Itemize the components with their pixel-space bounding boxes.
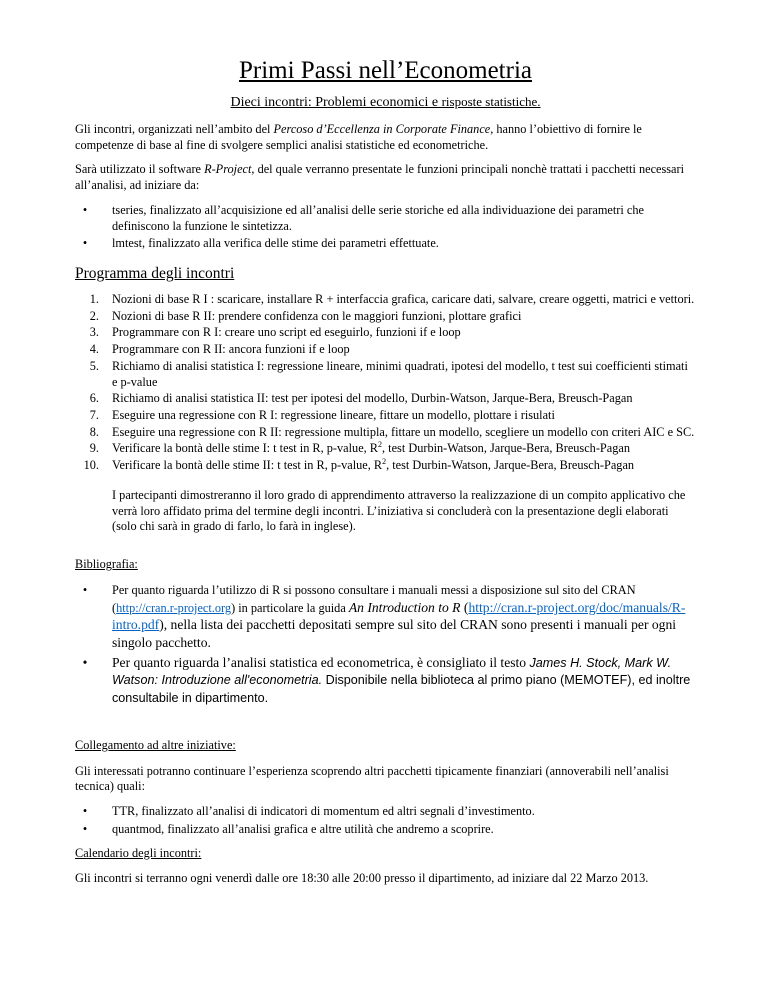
item-text: Verificare la bontà delle stime I: t test in R, p-value, R xyxy=(112,441,379,456)
item-text: Nozioni di base R I : scaricare, installare R + interfaccia grafica, caricare dati, salvare, creare oggetti, matrici e vettori. xyxy=(112,291,695,306)
item-number: 5. xyxy=(89,358,99,373)
bib2-text-b: Disponibile nella biblioteca al primo piano (MEMOTEF), ed inoltre consultabile in dipartimento. xyxy=(112,673,691,705)
program-heading: Programma degli incontri xyxy=(75,265,235,283)
list-item xyxy=(89,358,696,390)
document-subtitle xyxy=(75,94,696,112)
list-item xyxy=(89,408,696,424)
item-text: Richiamo di analisi statistica I: regressione lineare, minimi quadrati, ipotesi del modello, t test sui coefficienti stimati e p-value xyxy=(112,358,688,389)
item-text: Eseguire una regressione con R II: regressione multipla, fittare un modello, scegliere un modello con criteri AIC e SC. xyxy=(112,424,695,439)
bibliography-heading: Bibliografia: xyxy=(75,557,138,572)
item-text: Programmare con R II: ancora funzioni if e loop xyxy=(112,342,350,357)
subtitle-main: Dieci incontri: Problemi economici e xyxy=(230,95,442,110)
intro-paragraph-2 xyxy=(75,162,696,193)
intro-p1-text-b: , hanno l’obiettivo di fornire le competenze di base al fine di svolgere semplici analisi statistiche ed econometriche. xyxy=(75,121,642,152)
superscript: 2 xyxy=(382,457,387,467)
list-item xyxy=(83,457,696,474)
bib2-emphasis: James H. Stock, Mark W. Watson: Introduzione all'econometria. xyxy=(112,655,672,688)
bib2-text-a: Per quanto riguarda l’analisi statistica ed econometrica, è consigliato il testo xyxy=(112,654,530,670)
program-closing-paragraph: I partecipanti dimostreranno il loro grado di apprendimento attraverso la realizzazione di un compito applicativo che verrà loro affidato prima del termine degli incontri. L’iniziativa si concluderà con la presentazione degli elaborati (solo chi sarà in grado di farlo, lo farà in inglese). xyxy=(112,487,686,534)
item-text: Nozioni di base R II: prendere confidenza con le maggiori funzioni, plottare grafici xyxy=(112,308,522,323)
item-number: 1. xyxy=(89,291,99,306)
item-number: 2. xyxy=(89,308,99,323)
subtitle-small: risposte statistiche. xyxy=(441,94,541,109)
item-text: Richiamo di analisi statistica II: test per ipotesi del modello, Durbin-Watson, Jarque-Bera, Breusch-Pagan xyxy=(112,391,633,406)
list-item xyxy=(89,308,696,325)
item-number: 9. xyxy=(89,441,99,456)
packages-list xyxy=(75,203,696,252)
item-text: Verificare la bontà delle stime II: t test in R, p-value, R xyxy=(112,458,383,473)
list-item xyxy=(112,583,696,652)
list-item xyxy=(89,325,696,341)
links-paragraph: Gli interessati potranno continuare l’esperienza scoprendo altri pacchetti tipicamente finanziari (annoverabili nell’analisi tecnica) quali: xyxy=(75,763,669,794)
list-item xyxy=(89,424,696,441)
calendar-paragraph: Gli incontri si terranno ogni venerdì dalle ore 18:30 alle 20:00 presso il dipartimento, ad iniziare dal 22 Marzo 2013. xyxy=(75,871,649,886)
intro-p1-emphasis: Percoso d’Eccellenza in Corporate Finance xyxy=(273,121,491,136)
cran-link[interactable]: http://cran.r-project.org xyxy=(116,600,232,615)
calendar-heading: Calendario degli incontri: xyxy=(75,845,202,860)
bib1-text-c: ( xyxy=(460,599,469,615)
list-item: • tseries, finalizzato all’acquisizione ed all’analisi delle serie storiche ed alla individuazione dei parametri che definiscono la funzione le sintetizza. xyxy=(112,203,696,234)
bibliography-list xyxy=(75,583,696,706)
list-item xyxy=(89,391,696,407)
list-item: • TTR, finalizzato all’analisi di indicatori di momentum ed altri segnali d’investimento. xyxy=(112,804,696,820)
item-number: 7. xyxy=(89,408,99,423)
intro-p2-text-b: del quale verranno presentate le funzioni principali nonchè trattati i pacchetti necessari all’analisi, ad iniziare da: xyxy=(75,162,685,193)
item-text: , test Durbin-Watson, Jarque-Bera, Breusch-Pagan xyxy=(386,458,635,473)
bib1-emphasis: An Introduction to R xyxy=(348,599,461,615)
item-text: Eseguire una regressione con R I: regressione lineare, fittare un modello, plottare i risulati xyxy=(112,408,555,423)
bib1-text-b: ) in particolare la guida xyxy=(231,600,349,615)
list-item xyxy=(89,342,696,358)
item-number: 3. xyxy=(89,325,99,340)
bib1-text-a: Per quanto riguarda l’utilizzo di R si possono consultare i manuali messi a disposizione sul sito del CRAN ( xyxy=(112,582,636,615)
list-item xyxy=(112,654,696,706)
intro-p1-text-a: Gli incontri, organizzati nell’ambito del xyxy=(75,121,274,136)
item-text: , test Durbin-Watson, Jarque-Bera, Breusch-Pagan xyxy=(382,441,630,456)
list-item xyxy=(89,440,696,457)
bib1-text-d: ), nella lista dei pacchetti depositati sempre sul sito del CRAN sono presenti i manuali per ogni singolo pacchetto. xyxy=(112,617,677,651)
intro-p2-text-a: Sarà utilizzato il software xyxy=(75,162,205,177)
document-title: Primi Passi nell’Econometria xyxy=(238,57,532,84)
intro-p2-emphasis: R-Project, xyxy=(204,162,255,177)
r-intro-link[interactable]: http://cran.r-project.org/doc/manuals/R-intro.pdf xyxy=(112,599,686,633)
item-number: 6. xyxy=(89,391,99,406)
item-number: 4. xyxy=(89,342,99,357)
list-item: • quantmod, finalizzato all’analisi grafica e altre utilità che andremo a scoprire. xyxy=(112,822,696,838)
item-text: Programmare con R I: creare uno script ed eseguirlo, funzioni if e loop xyxy=(112,325,461,340)
links-heading: Collegamento ad altre iniziative: xyxy=(75,738,236,752)
intro-paragraph-1 xyxy=(75,122,696,153)
item-number: 8. xyxy=(89,424,99,439)
links-list xyxy=(75,804,696,837)
superscript: 2 xyxy=(378,440,383,450)
list-item xyxy=(89,291,696,308)
item-number: 10. xyxy=(83,458,99,473)
list-item: • lmtest, finalizzato alla verifica delle stime dei parametri effettuate. xyxy=(112,236,696,252)
program-list xyxy=(75,292,696,474)
